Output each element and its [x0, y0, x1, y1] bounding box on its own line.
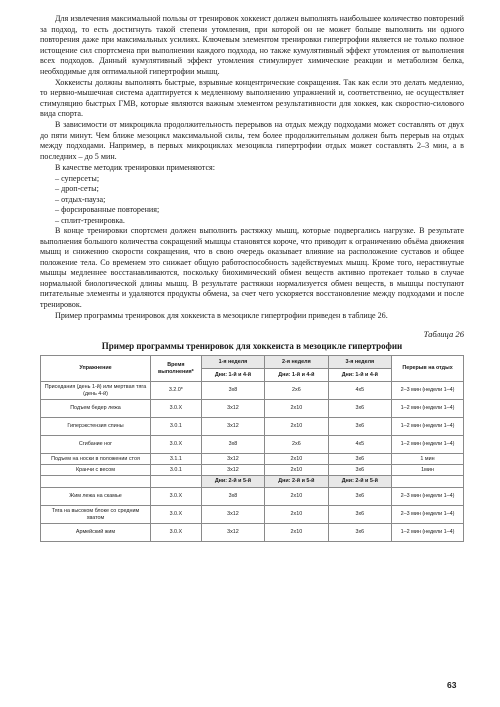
- cell-rest: 1–2 мин (недели 1–4): [392, 400, 464, 418]
- cell-week2: 2x6: [265, 382, 328, 400]
- cell-tempo: 3.0.X: [150, 524, 201, 542]
- cell-week1: 3x8: [201, 382, 264, 400]
- cell-rest: 1–2 мин (недели 1–4): [392, 418, 464, 436]
- list-item: – отдых-пауза;: [55, 194, 106, 204]
- table-row: [41, 488, 464, 506]
- cell-exercise: Сгибание ног: [41, 436, 151, 454]
- header-exercise: Упражнение: [41, 356, 151, 382]
- methods-list: [40, 174, 464, 227]
- empty-cell: [41, 476, 151, 488]
- table-row: [41, 454, 464, 465]
- cell-week2: 2x10: [265, 400, 328, 418]
- cell-tempo: 3.0.1: [150, 465, 201, 476]
- paragraph: Хоккеисты должны выполнять быстрые, взрывные концентрические сокращения. Так как если это делать медленно, то нервно-мышечная система адаптируется к медленному выполнению упражнений и, соответственно, не осуществляет стимуляцию быстрых ГМВ, которые являются важным элементом результативности для хоккея, как скоростно-силового вида спорта.: [40, 77, 464, 118]
- paragraph: Для извлечения максимальной пользы от тренировок хоккеист должен выполнять наибольшее количество повторений за подход, то есть достигнуть такой степени утомления, при которой он не может больше выполнить ни одного повторения даже при максимальных усилиях. Ключевым элементом тренировки гипертрофии является не только полное истощение сил спортсмена при выполнении каждого подхода, но также кумулятивный эффект утомления от выполнения всех подходов. Данный кумулятивный эффект утомления стимулирует химические реакции и метаболизм белка, необходимые для оптимальной гипертрофии мышц.: [40, 14, 464, 76]
- cell-tempo: 3.2.0*: [150, 382, 201, 400]
- cell-week1: 3x12: [201, 418, 264, 436]
- cell-week2: 2x10: [265, 465, 328, 476]
- cell-rest: 2–3 мин (недели 1–4): [392, 506, 464, 524]
- cell-week1: 3x12: [201, 454, 264, 465]
- table-title: Пример программы тренировок для хоккеиста в мезоцикле гипертрофии: [101, 341, 403, 351]
- cell-week1: 3x8: [201, 436, 264, 454]
- cell-week1: 3x12: [201, 400, 264, 418]
- cell-week3: 3x6: [328, 418, 391, 436]
- cell-exercise: Тяга на высоком блоке со средним хватом: [41, 506, 151, 524]
- cell-tempo: 3.1.1: [150, 454, 201, 465]
- cell-week3: 3x6: [328, 454, 391, 465]
- cell-week3: 4x5: [328, 382, 391, 400]
- cell-exercise: Подъем бедер лежа: [41, 400, 151, 418]
- header-days: Дни: 1-й и 4-й: [265, 369, 328, 382]
- cell-week1: 3x12: [201, 524, 264, 542]
- table-body-a: [41, 382, 464, 476]
- cell-week3: 3x6: [328, 488, 391, 506]
- header-week2: 2-я неделя: [265, 356, 328, 369]
- header-days: Дни: 1-й и 4-й: [328, 369, 391, 382]
- header-days: Дни: 2-й и 5-й: [265, 476, 328, 488]
- cell-week2: 2x10: [265, 506, 328, 524]
- empty-cell: [392, 476, 464, 488]
- paragraph: Пример программы тренировок для хоккеиста в мезоцикле гипертрофии приведен в таблице 26.: [55, 310, 388, 320]
- cell-exercise: Приседания (день 1-й) или мертвая тяга (день 4-й): [41, 382, 151, 400]
- table-body-b: [41, 488, 464, 542]
- cell-tempo: 3.0.X: [150, 506, 201, 524]
- cell-tempo: 3.0.1: [150, 418, 201, 436]
- cell-week3: 3x6: [328, 465, 391, 476]
- header-rest: Перерыв на отдых: [392, 356, 464, 382]
- header-days: Дни: 2-й и 5-й: [201, 476, 264, 488]
- cell-tempo: 3.0.X: [150, 436, 201, 454]
- cell-tempo: 3.0.X: [150, 400, 201, 418]
- table-row: [41, 436, 464, 454]
- list-item: – форсированные повторения;: [55, 205, 160, 214]
- cell-week3: 3x6: [328, 400, 391, 418]
- cell-rest: 2–3 мин (недели 1–4): [392, 488, 464, 506]
- cell-rest: 1 мин: [392, 454, 464, 465]
- table-row: [41, 524, 464, 542]
- cell-exercise: Жим лежа на скамье: [41, 488, 151, 506]
- paragraph: В конце тренировки спортсмен должен выполнить растяжку мышц, которые подвергались нагрузке. В результате выполнения большого количества сокращений мышцы становятся короче, что приводит к ограничению объёма движения мышц и снижению скорости сокращения, что в свою очередь оказывает влияние на расположение суставов и общее положение тела. Со временем это снижает общую работоспособность задействуемых мышц. Кроме того, нерастянутые мышцы медленнее восстанавливаются, поскольку биохимический обмен веществ активно протекает только в случае нормальной биологической длины мышц. В результате растяжки нормализуется обмен веществ, в мышцы поступают питательные элементы и удаляются продукты обмена, за счет чего ускоряется восстановление между подходами и после тренировок.: [40, 226, 464, 309]
- table-row: [41, 382, 464, 400]
- header-tempo: Время выполнения*: [150, 356, 201, 382]
- cell-tempo: 3.0.X: [150, 488, 201, 506]
- cell-exercise: Армейский жим: [41, 524, 151, 542]
- table-row: [41, 506, 464, 524]
- table-row: [41, 418, 464, 436]
- header-days: Дни: 1-й и 4-й: [201, 369, 264, 382]
- table-caption: Таблица 26: [423, 329, 464, 339]
- header-week3: 3-я неделя: [328, 356, 391, 369]
- cell-week2: 2x10: [265, 418, 328, 436]
- table-row: [41, 465, 464, 476]
- cell-week1: 3x8: [201, 488, 264, 506]
- cell-week3: 3x6: [328, 506, 391, 524]
- cell-rest: 2–3 мин (недели 1–4): [392, 382, 464, 400]
- header-week1: 1-я неделя: [201, 356, 264, 369]
- table-row: [41, 400, 464, 418]
- cell-exercise: Кранчи с весом: [41, 465, 151, 476]
- paragraph: В зависимости от микроцикла продолжительность перерывов на отдых между подходами может составлять от двух до пяти минут. Чем ближе мезоцикл максимальной силы, тем более продолжительным должен быть перерыв на отдых между подходами. Например, в первых микроциклах мезоцикла гипертрофии отдых может составлять 2–3 мин, а в последних – до 5 мин.: [40, 120, 464, 161]
- header-days: Дни: 2-й и 5-й: [328, 476, 391, 488]
- cell-week2: 2x10: [265, 454, 328, 465]
- page-content: [40, 14, 464, 542]
- empty-cell: [150, 476, 201, 488]
- list-item: – дроп-сеты;: [55, 184, 99, 193]
- cell-week3: 4x5: [328, 436, 391, 454]
- cell-week2: 2x10: [265, 488, 328, 506]
- cell-week1: 3x12: [201, 506, 264, 524]
- cell-rest: 1мин: [392, 465, 464, 476]
- page-number: 63: [447, 680, 457, 690]
- list-item: – суперсеты;: [55, 173, 100, 183]
- list-item: – сплит-тренировка.: [55, 215, 125, 225]
- paragraph: В качестве методик тренировки применяются:: [55, 162, 216, 172]
- cell-week2: 2x10: [265, 524, 328, 542]
- cell-rest: 1–2 мин (недели 1–4): [392, 524, 464, 542]
- cell-exercise: Гиперэкстензия спины: [41, 418, 151, 436]
- cell-exercise: Подъем на носки в положении стоя: [41, 454, 151, 465]
- cell-week1: 3x12: [201, 465, 264, 476]
- cell-rest: 1–2 мин (недели 1–4): [392, 436, 464, 454]
- cell-week3: 3x6: [328, 524, 391, 542]
- training-table: [40, 355, 464, 542]
- cell-week2: 2x6: [265, 436, 328, 454]
